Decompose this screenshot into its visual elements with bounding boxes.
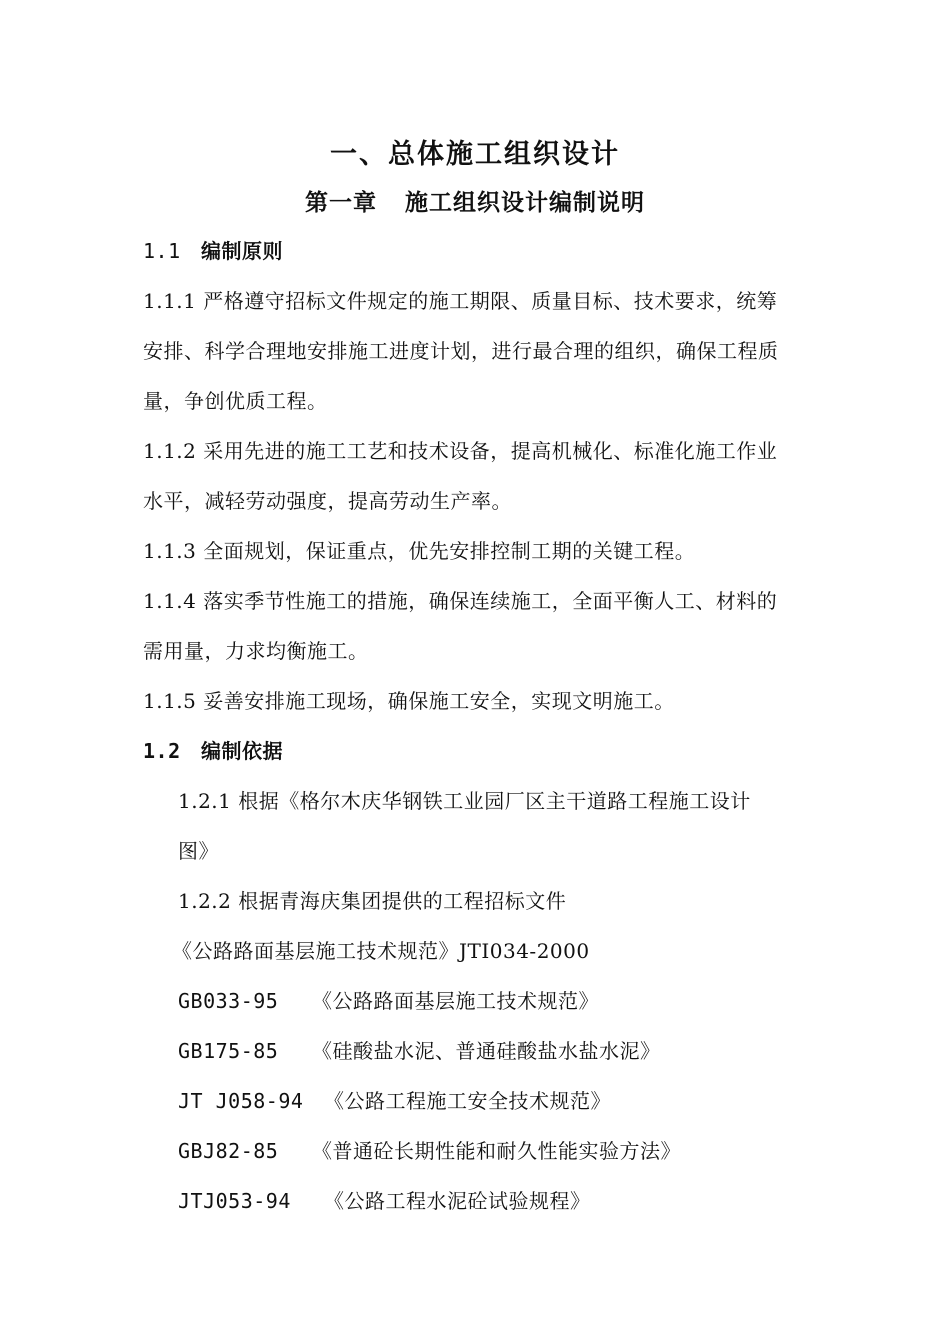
paragraph-line: 1.2.1 根据《格尔木庆华钢铁工业园厂区主干道路工程施工设计 (178, 789, 751, 813)
reference-code: JTJ053-94 (178, 1189, 291, 1213)
reference-name: 《公路工程施工安全技术规范》 (324, 1089, 611, 1113)
reference-code: GB033-95 (178, 989, 279, 1013)
section-number: 1.1 (143, 239, 181, 263)
section-number: 1.2 (143, 739, 181, 763)
paragraph-line: 1.1.2 采用先进的施工工艺和技术设备，提高机械化、标准化施工作业 (143, 439, 778, 463)
reference-name: 《公路路面基层施工技术规范》JTI034-2000 (172, 939, 590, 963)
reference-item (178, 1186, 591, 1216)
reference-code: GB175-85 (178, 1039, 279, 1063)
reference-name: 《硅酸盐水泥、普通硅酸盐水盐水泥》 (312, 1039, 661, 1063)
paragraph-line: 量，争创优质工程。 (143, 389, 328, 413)
section-heading-1-1 (143, 236, 283, 266)
paragraph-line: 图》 (178, 839, 219, 863)
chapter-number: 第一章 (305, 190, 377, 216)
reference-code: GBJ82-85 (178, 1139, 279, 1163)
section-heading-1-2 (143, 736, 283, 766)
reference-code: JT J058-94 (178, 1089, 304, 1113)
paragraph-line: 安排、科学合理地安排施工进度计划，进行最合理的组织，确保工程质 (143, 339, 779, 363)
reference-name: 《公路工程水泥砼试验规程》 (324, 1189, 591, 1213)
reference-name: 《普通砼长期性能和耐久性能实验方法》 (312, 1139, 681, 1163)
document-title: 一、总体施工组织设计 (330, 139, 620, 170)
reference-item (178, 1036, 661, 1066)
paragraph-line: 需用量，力求均衡施工。 (143, 639, 369, 663)
reference-item (178, 1086, 611, 1116)
paragraph-line: 1.1.4 落实季节性施工的措施，确保连续施工，全面平衡人工、材料的 (143, 589, 778, 613)
chapter-heading (0, 184, 950, 217)
reference-item (172, 936, 590, 966)
section-title: 编制依据 (201, 739, 283, 763)
reference-item (178, 1136, 681, 1166)
section-title: 编制原则 (201, 239, 283, 263)
paragraph-line: 1.2.2 根据青海庆集团提供的工程招标文件 (178, 889, 567, 913)
paragraph-line: 水平，减轻劳动强度，提高劳动生产率。 (143, 489, 512, 513)
paragraph-line: 1.1.3 全面规划，保证重点，优先安排控制工期的关键工程。 (143, 539, 696, 563)
reference-name: 《公路路面基层施工技术规范》 (312, 989, 599, 1013)
chapter-title: 施工组织设计编制说明 (405, 190, 645, 216)
paragraph-line: 1.1.1 严格遵守招标文件规定的施工期限、质量目标、技术要求，统筹 (143, 289, 778, 313)
paragraph-line: 1.1.5 妥善安排施工现场，确保施工安全，实现文明施工。 (143, 689, 675, 713)
reference-item (178, 986, 599, 1016)
